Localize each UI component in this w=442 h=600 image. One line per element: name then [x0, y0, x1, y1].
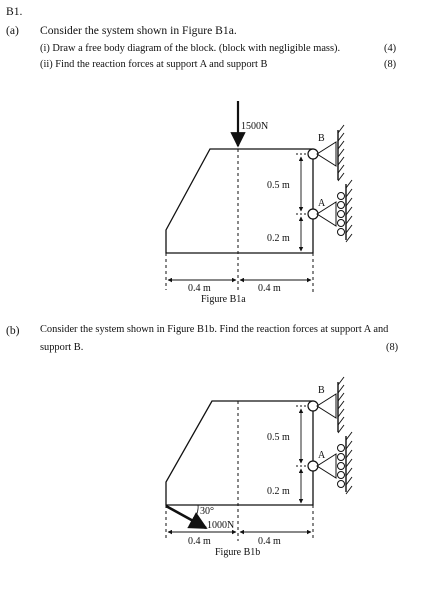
part-b-text-line2: support B. — [40, 342, 84, 353]
part-a-item-2-marks: (8) — [384, 59, 397, 70]
problem-id: B1. — [6, 5, 23, 18]
figure-caption-b1b: Figure B1b — [215, 547, 261, 558]
support-b-label-b: B — [318, 385, 325, 396]
support-b-label: B — [318, 133, 325, 144]
dim-upper-label: 0.5 m — [267, 180, 290, 191]
dim-lower-label: 0.2 m — [267, 233, 290, 244]
dim-right-label: 0.4 m — [258, 283, 281, 294]
block-outline-b — [166, 401, 313, 505]
support-a-label-b: A — [318, 450, 326, 461]
part-a-label: (a) — [6, 24, 19, 37]
dim-lower-label-b: 0.2 m — [267, 486, 290, 497]
dim-upper-label-b: 0.5 m — [267, 432, 290, 443]
load-label-1500n: 1500N — [241, 121, 269, 132]
part-a-item-1: (i) Draw a free body diagram of the block. (block with negligible mass). — [40, 43, 341, 54]
part-a-intro: Consider the system shown in Figure B1a. — [40, 24, 237, 37]
dim-right-label-b: 0.4 m — [258, 536, 281, 547]
figure-caption-b1a: Figure B1a — [201, 294, 246, 305]
dim-left-label: 0.4 m — [188, 283, 211, 294]
part-b-text-line1: Consider the system shown in Figure B1b. Find the reaction forces at support A and — [40, 324, 389, 335]
part-a-item-2: (ii) Find the reaction forces at support A and support B — [40, 59, 268, 70]
angle-label-30: 30° — [200, 506, 214, 517]
part-b-label: (b) — [6, 324, 20, 337]
dim-left-label-b: 0.4 m — [188, 536, 211, 547]
part-a-item-1-marks: (4) — [384, 43, 397, 54]
support-a-label: A — [318, 198, 326, 209]
load-label-1000n: 1000N — [207, 520, 235, 531]
part-b-marks: (8) — [386, 342, 399, 353]
